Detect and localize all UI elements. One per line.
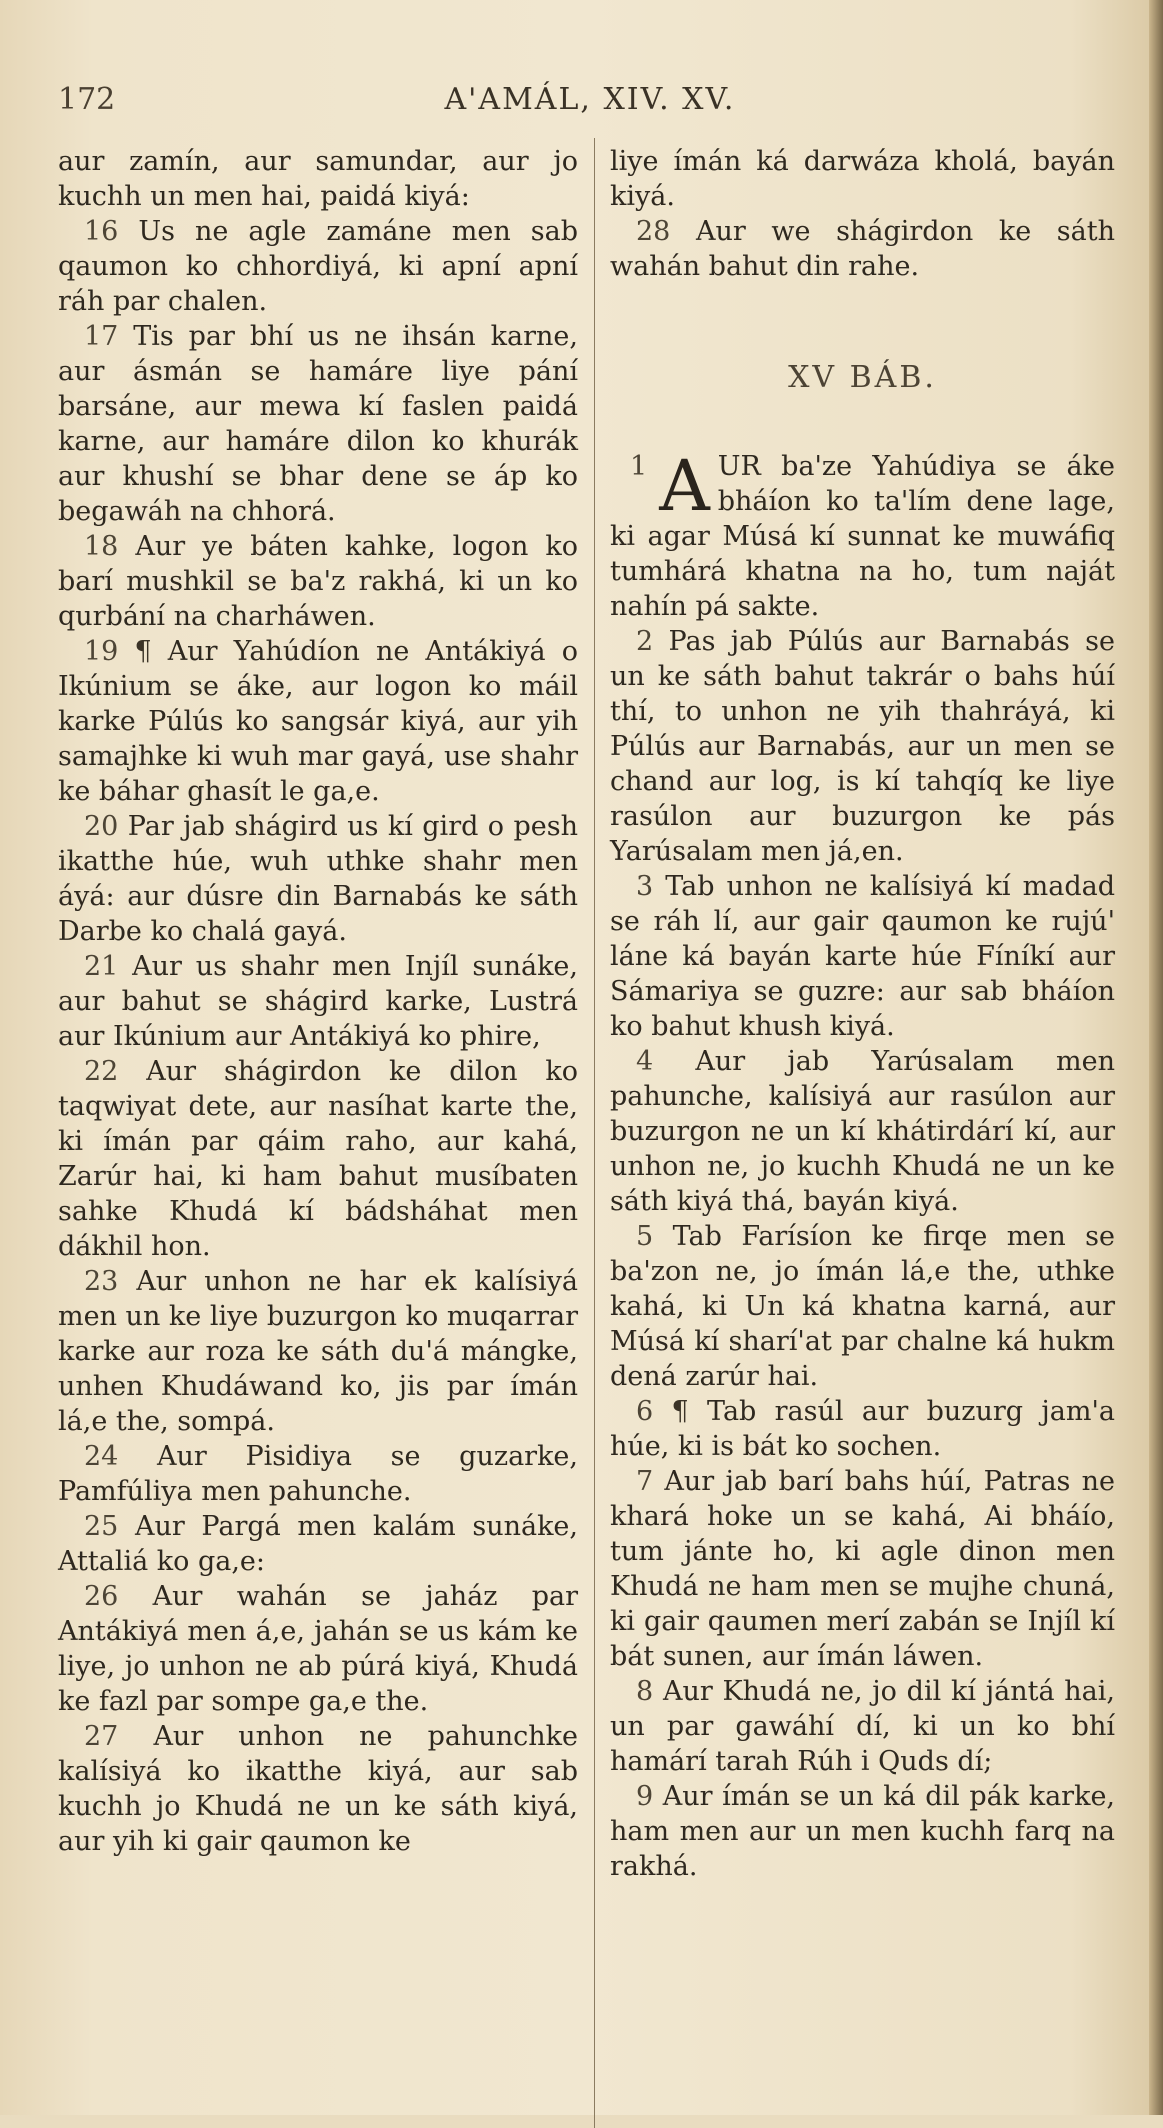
- verse-paragraph: [610, 1394, 1115, 1464]
- verse-paragraph: [610, 1044, 1115, 1219]
- page-header: [0, 82, 1130, 132]
- verse-number: 16: [84, 216, 119, 247]
- verse-text: Aur unhon ne pahunchke kalísiyá ko ikatthe kiyá, aur sab kuchh jo Khudá ne un ke sáth kiyá, aur yih ki gair qaumon ke: [58, 1721, 578, 1857]
- verse-number: 5: [636, 1221, 654, 1252]
- verse-text: Aur ímán se un ká dil pák karke, ham men aur un men kuchh farq na rakhá.: [610, 1781, 1116, 1882]
- verse-text: Aur jab barí bahs húí, Patras ne khará hoke un se kahá, Ai bháío, tum jánte ho, ki agle dinon men Khudá ne ham men se mujhe chuná, ki gair qaumen merí zabán se Injíl kí bát sunen, aur ímán láwen.: [610, 1466, 1115, 1672]
- verse-text: Aur shágirdon ke dilon ko taqwiyat dete, aur nasíhat karte the, ki ímán par qáim raho, aur kahá, Zarúr hai, ki ham bahut musíbaten sahke Khudá kí bádsháhat men dákhil hon.: [58, 1056, 578, 1262]
- verse-number: 23: [84, 1266, 119, 1297]
- verse-text: Tab unhon ne kalísiyá kí madad se ráh lí, aur gair qaumon ke rujú' láne ká bayán karte húe Fíníkí aur Sámariya se guzre: aur sab bháíon ko bahut khush kiyá.: [610, 871, 1115, 1042]
- verse-text: UR ba'ze Yahúdiya se áke bháíon ko ta'lím dene lage, ki agar Músá kí sunnat ke muwáfiq tumhárá khatna na ho, tum naját nahín pá sakte.: [610, 451, 1115, 622]
- verse-paragraph: [58, 1579, 578, 1719]
- right-column-verses: [610, 624, 1115, 1884]
- verse-paragraph: [58, 144, 578, 214]
- column-divider: [594, 138, 595, 2128]
- verse-paragraph: [610, 624, 1115, 869]
- page-edge-shadow: [1149, 0, 1163, 2115]
- right-column: [610, 144, 1115, 1884]
- verse-text: Tis par bhí us ne ihsán karne, aur ásmán se hamáre liye pání barsáne, aur mewa kí faslen paidá karne, aur hamáre dilon ko khurák aur khushí se bhar dene se áp ko begawáh na chhorá.: [58, 321, 578, 527]
- verse-paragraph: [58, 949, 578, 1054]
- verse-text: Aur we shágirdon ke sáth wahán bahut din rahe.: [610, 216, 1115, 282]
- verse-paragraph: [610, 1674, 1115, 1779]
- verse-text: Aur wahán se jaház par Antákiyá men á,e, jahán se us kám ke liye, jo unhon ne ab púrá kiyá, Khudá ke fazl par sompe ga,e the.: [58, 1581, 578, 1717]
- verse-number: 20: [84, 811, 119, 842]
- verse-text: Aur Yahúdíon ne Antákiyá o Ikúnium se áke, aur logon ko máil karke Púlús ko sangsár kiyá, aur yih samajhke ki wuh mar gayá, use shahr ke báhar ghasít le ga,e.: [58, 636, 578, 807]
- page-number: 172: [58, 82, 116, 117]
- verse-paragraph: [58, 1719, 578, 1859]
- left-column: [58, 144, 578, 1859]
- verse-number: 8: [636, 1676, 654, 1707]
- verse-paragraph: [610, 869, 1115, 1044]
- verse-text: Aur Pargá men kalám sunáke, Attaliá ko ga,e:: [58, 1511, 578, 1577]
- verse-text: Tab rasúl aur buzurg jam'a húe, ki is bát ko sochen.: [610, 1396, 1115, 1462]
- pilcrow-mark: ¶: [671, 1396, 689, 1427]
- verse-number: 26: [84, 1581, 119, 1612]
- verse-number: 25: [84, 1511, 119, 1542]
- verse-text: Aur us shahr men Injíl sunáke, aur bahut se shágird karke, Lustrá aur Ikúnium aur Antákiyá ko phire,: [58, 951, 578, 1052]
- verse-number: 19: [84, 636, 119, 667]
- verse-paragraph: [610, 1464, 1115, 1674]
- verse-number: 17: [84, 321, 119, 352]
- verse-text: Us ne agle zamáne men sab qaumon ko chhordiyá, ki apní apní ráh par chalen.: [58, 216, 578, 317]
- verse-number: 4: [636, 1046, 654, 1077]
- verse-number: 18: [84, 531, 119, 562]
- verse-paragraph: [58, 634, 578, 809]
- verse-paragraph: [610, 214, 1115, 284]
- verse-paragraph: [610, 1219, 1115, 1394]
- verse-number: 21: [84, 951, 119, 982]
- verse-number: 22: [84, 1056, 119, 1087]
- verse-number: 28: [636, 216, 671, 247]
- verse-paragraph: [610, 1779, 1115, 1884]
- verse-paragraph: [58, 1509, 578, 1579]
- verse-number: 9: [636, 1781, 654, 1812]
- verse-number: 3: [636, 871, 654, 902]
- verse-text: Par jab shágird us kí gird o pesh ikatthe húe, wuh uthke shahr men áyá: aur dúsre din Barnabás ke sáth Darbe ko chalá gayá.: [58, 811, 578, 947]
- verse-text: Aur Khudá ne, jo dil kí jántá hai, un par gawáhí dí, ki un ko bhí hamárí tarah Rúh i Quds dí;: [610, 1676, 1115, 1777]
- verse-number: 27: [84, 1721, 119, 1752]
- verse-text: Aur jab Yarúsalam men pahunche, kalísiyá aur rasúlon aur buzurgon ne un kí khátirdárí kí, aur unhon ne, jo kuchh Khudá ne un ke sáth kiyá thá, bayán kiyá.: [610, 1046, 1115, 1217]
- verse-paragraph: [58, 529, 578, 634]
- verse-paragraph: [58, 809, 578, 949]
- verse-paragraph: [58, 1264, 578, 1439]
- verse-text: Aur unhon ne har ek kalísiyá men un ke liye buzurgon ko muqarrar karke aur roza ke sáth du'á mángke, unhen Khudáwand ko, jis par ímán lá,e the, sompá.: [58, 1266, 579, 1437]
- right-column-continuation: [610, 144, 1115, 284]
- verse-text: liye ímán ká darwáza kholá, bayán kiyá.: [610, 146, 1115, 212]
- verse-text: aur zamín, aur samundar, aur jo kuchh un men hai, paidá kiyá:: [58, 146, 578, 212]
- pilcrow-mark: ¶: [134, 636, 152, 667]
- verse-paragraph: [58, 1054, 578, 1264]
- verse-text: Pas jab Púlús aur Barnabás se un ke sáth bahut takrár o bahs húí thí, to unhon ne yih thahráyá, ki Púlús aur Barnabás, aur un men se chand aur log, is kí tahqíq ke liye rasúlon aur buzurgon ke pás Yarúsalam men já,en.: [610, 626, 1115, 867]
- verse-number: 6: [636, 1396, 654, 1427]
- verse-text: Aur Pisidiya se guzarke, Pamfúliya men pahunche.: [58, 1441, 578, 1507]
- verse-paragraph: [58, 1439, 578, 1509]
- verse-text: Tab Farísíon ke firqe men se ba'zon ne, jo ímán lá,e the, uthke kahá, ki Un ká khatna karná, aur Músá kí sharí'at par chalne ká hukm dená zarúr hai.: [610, 1221, 1115, 1392]
- verse-paragraph: [58, 319, 578, 529]
- verse-number: 24: [84, 1441, 119, 1472]
- verse-text: Aur ye báten kahke, logon ko barí mushkil se ba'z rakhá, ki un ko qurbání na charháwen.: [58, 531, 578, 632]
- verse-number: 2: [636, 626, 654, 657]
- verse-paragraph-chapter-start: [610, 445, 1115, 624]
- verse-number: 1: [630, 451, 648, 482]
- verse-number: 7: [636, 1466, 654, 1497]
- chapter-heading: XV BÁB.: [788, 360, 937, 395]
- verse-paragraph: [610, 144, 1115, 214]
- drop-cap-letter: A: [659, 445, 710, 527]
- running-head: A'AMÁL, XIV. XV.: [444, 82, 736, 117]
- verse-paragraph: [58, 214, 578, 319]
